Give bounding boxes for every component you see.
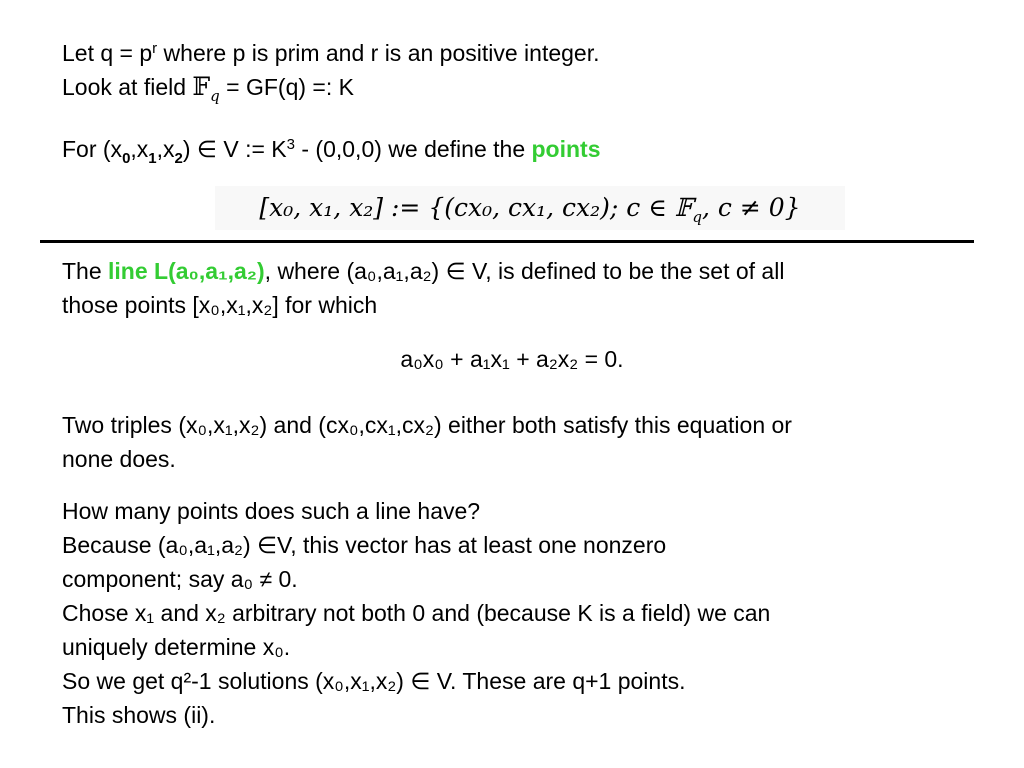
intro-block <box>62 36 600 104</box>
proof-paragraph: How many points does such a line have? Because (a₀,a₁,a₂) ∈V, this vector has at least one nonzero component; say a₀ ≠ 0. Chose x₁ and x₂ arbitrary not both 0 and (because K is a field) we can uniquely determine x₀. So we get q²-1 solutions (x₀,x₁,x₂) ∈ V. These are q+1 points. This shows (ii). <box>62 498 771 728</box>
intro-line-2: Look at field 𝔽$_q$ = GF(q) =: K <box>62 72 354 105</box>
field-symbol: 𝔽$_q$ <box>192 72 220 105</box>
points-highlight: points <box>531 136 601 162</box>
divider-line <box>40 240 974 243</box>
line-highlight: line L(a₀,a₁,a₂) <box>108 258 265 284</box>
points-formula: [x₀, x₁, x₂] := {(cx₀, cx₁, cx₂); c ∈ 𝔽$_q$, c ≠ 0} <box>215 186 845 230</box>
intro-line-1: Let $q = p^r$ where p is prim and r is an positive integer. <box>62 40 600 66</box>
points-definition: For $(x_0,x_1,x_2)$ ∈ V := $K^3 - (0,0,0)$ we define the points <box>62 136 601 167</box>
triples-paragraph: Two triples (x₀,x₁,x₂) and (cx₀,cx₁,cx₂) either both satisfy this equation or none does. <box>62 412 792 472</box>
line-equation: a₀x₀ + a₁x₁ + a₂x₂ = 0. <box>400 346 624 372</box>
line-definition: The line L(a₀,a₁,a₂), where (a₀,a₁,a₂) ∈ V, is defined to be the set of all those points [x₀,x₁,x₂] for which <box>62 258 785 318</box>
